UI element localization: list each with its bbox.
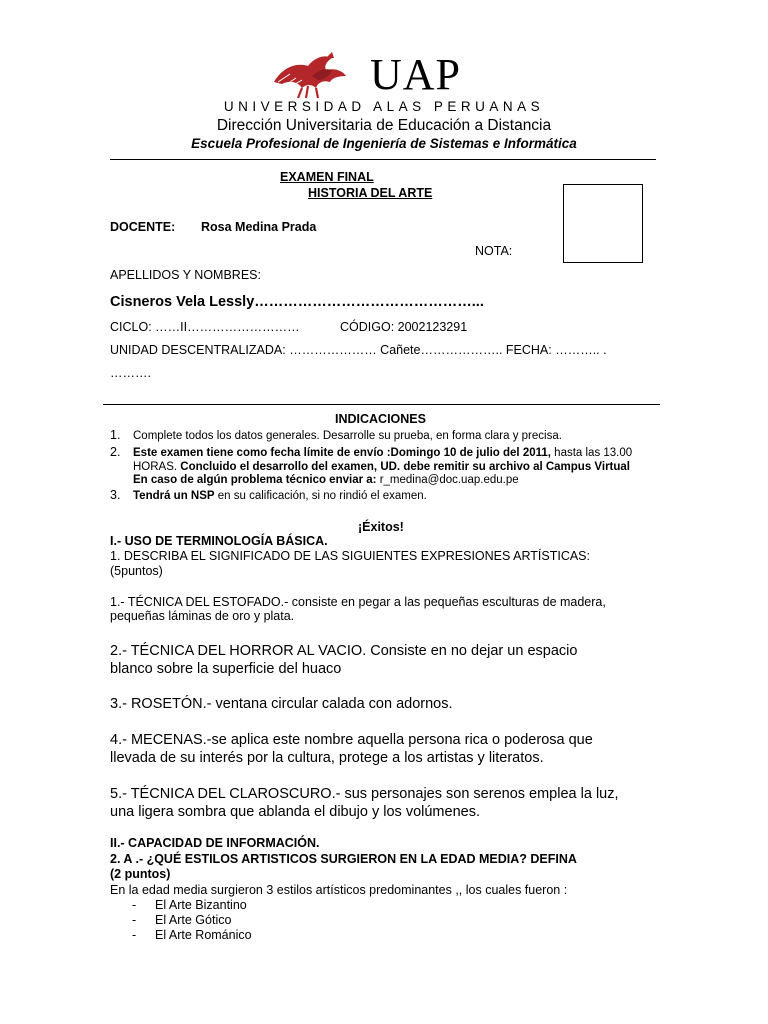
instruction-1-number: 1.: [110, 428, 121, 442]
answer3: 3.- ROSETÓN.- ventana circular calada con adornos.: [110, 696, 453, 712]
section1-question-line2: (5puntos): [110, 564, 163, 578]
unidad-field[interactable]: UNIDAD DESCENTRALIZADA: ………………… Cañete……………….. FECHA: ……….. .: [110, 343, 607, 357]
instruction-2-email[interactable]: r_medina@doc.uap.edu.pe: [379, 474, 519, 486]
docente-label: DOCENTE:: [110, 220, 176, 234]
section2-intro: En la edad media surgieron 3 estilos artísticos predominantes ,, los cuales fueron :: [110, 883, 568, 897]
unidad-field-continuation: ……….: [110, 366, 151, 380]
nota-label: NOTA:: [475, 244, 513, 258]
instruction-2-number: 2.: [110, 445, 121, 459]
style-item: El Arte Románico: [155, 928, 252, 942]
info-divider: [103, 404, 660, 405]
style-item: El Arte Gótico: [155, 913, 232, 927]
instruction-2-time: hasta las 13.00: [554, 447, 633, 459]
indicaciones-title: INDICACIONES: [335, 412, 426, 426]
instruction-2-problem: En caso de algún problema técnico enviar a:: [133, 474, 377, 486]
section2-title: II.- CAPACIDAD DE INFORMACIÓN.: [110, 836, 320, 850]
answer2-line1: 2.- TÉCNICA DEL HORROR AL VACIO. Consiste en no dejar un espacio: [110, 643, 578, 659]
bullet: -: [132, 913, 137, 927]
answer1-line1: 1.- TÉCNICA DEL ESTOFADO.- consiste en pegar a las pequeñas esculturas de madera,: [110, 595, 606, 609]
instruction-2-line3: [133, 474, 519, 487]
instruction-3: [133, 490, 427, 503]
header-divider: [110, 159, 656, 160]
answer1-line2: pequeñas láminas de oro y plata.: [110, 609, 295, 623]
instruction-2-campus: Concluido el desarrollo del examen, UD. debe remitir su archivo al Campus Virtual: [180, 461, 630, 473]
instruction-2-horas: HORAS.: [133, 461, 178, 473]
instruction-2-line2: [133, 461, 630, 474]
school-name: Escuela Profesional de Ingeniería de Sistemas e Informática: [191, 136, 577, 151]
direction-name: Dirección Universitaria de Educación a Distancia: [216, 117, 552, 134]
bullet: -: [132, 898, 137, 912]
instruction-2-line1: [133, 447, 632, 460]
exitos-text: ¡Éxitos!: [358, 520, 404, 534]
university-name: UNIVERSIDAD ALAS PERUANAS: [223, 99, 545, 114]
instruction-1: Complete todos los datos generales. Desarrolle su prueba, en forma clara y precisa.: [133, 430, 562, 442]
section1-title: I.- USO DE TERMINOLOGÍA BÁSICA.: [110, 534, 328, 548]
section1-question-line1: 1. DESCRIBA EL SIGNIFICADO DE LAS SIGUIENTES EXPRESIONES ARTÍSTICAS:: [110, 549, 590, 563]
logo-text: UAP: [370, 50, 462, 99]
instruction-3-bold: Tendrá un NSP: [133, 490, 215, 502]
codigo-field[interactable]: CÓDIGO: 2002123291: [340, 320, 468, 334]
instruction-3-number: 3.: [110, 488, 121, 502]
eagle-icon: [272, 52, 368, 100]
answer4-line2: llevada de su interés por la cultura, protege a los artistas y literatos.: [110, 750, 544, 766]
bullet: -: [132, 928, 137, 942]
instruction-3-text: en su calificación, si no rindió el examen.: [217, 490, 427, 502]
exam-title: EXAMEN FINAL: [280, 170, 374, 184]
answer2-line2: blanco sobre la superficie del huaco: [110, 661, 342, 677]
section2-question-line2: (2 puntos): [110, 867, 171, 881]
student-name[interactable]: Cisneros Vela Lessly………………………………………...: [110, 294, 484, 310]
grade-box[interactable]: [563, 184, 643, 263]
answer5-line1: 5.- TÉCNICA DEL CLAROSCURO.- sus personajes son serenos emplea la luz,: [110, 786, 619, 802]
apellidos-label: APELLIDOS Y NOMBRES:: [110, 268, 261, 282]
section2-question-line1: 2. A .- ¿QUÉ ESTILOS ARTISTICOS SURGIERON EN LA EDAD MEDIA? DEFINA: [110, 852, 577, 866]
answer5-line2: una ligera sombra que ablanda el dibujo y los volúmenes.: [110, 804, 480, 820]
university-logo: [272, 52, 462, 102]
docente-name: Rosa Medina Prada: [201, 220, 317, 234]
exam-subject: HISTORIA DEL ARTE: [308, 186, 433, 200]
instruction-2-bold: Este examen tiene como fecha límite de envío :Domingo 10 de julio del 2011,: [133, 447, 551, 459]
style-item: El Arte Bizantino: [155, 898, 247, 912]
answer4-line1: 4.- MECENAS.-se aplica este nombre aquella persona rica o poderosa que: [110, 732, 593, 748]
ciclo-field[interactable]: CICLO: ……II………………………: [110, 320, 300, 334]
